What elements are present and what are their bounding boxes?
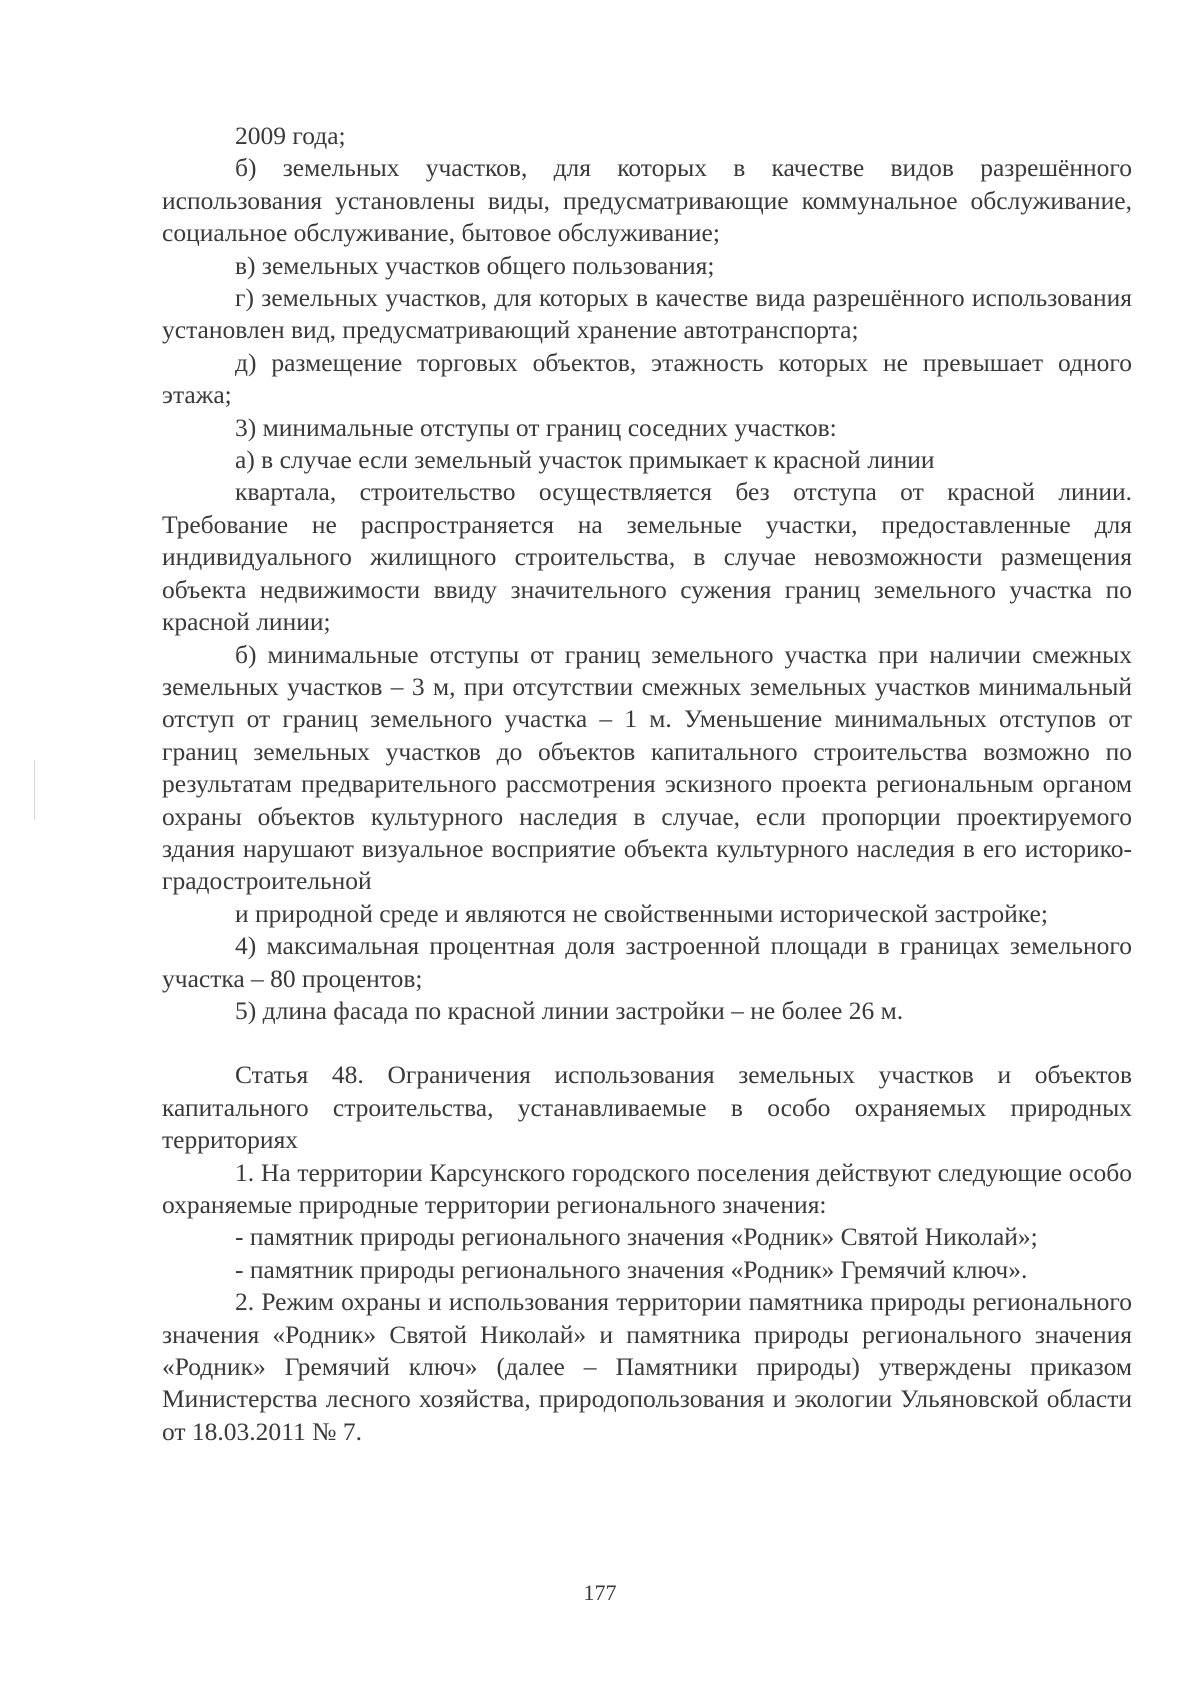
page-number: 177	[583, 1580, 617, 1605]
list-item-spring-gremyachiy: - памятник природы регионального значения «Родник» Гремячий ключ».	[235, 1254, 1028, 1284]
paragraph-item-3-setbacks: 3) минимальные отступы от границ соседних участков:	[235, 412, 837, 442]
paragraph-natural-environment: и природной среде и являются не свойственными исторической застройке;	[235, 898, 1048, 928]
list-item-spring-saint-nikolai: - памятник природы регионального значения «Родник» Святой Николай»;	[235, 1222, 1038, 1252]
paragraph-article-48-item-2: 2. Режим охраны и использования территории памятника природы регионального значения «Родник» Святой Николай» и памятника природы регионального значения «Родник» Гремячий ключ» (далее – Памятники природы) утверждены приказом Министерства лесного хозяйства, природопользования и экологии Ульяновской области от 18.03.2011 № 7.	[162, 1287, 1132, 1446]
paragraph-item-a-red-line: а) в случае если земельный участок примыкает к красной линии	[235, 445, 935, 475]
article-48-heading: Статья 48. Ограничения использования земельных участков и объектов капитального строительства, устанавливаемые в особо охраняемых природных территориях	[162, 1060, 1132, 1155]
paragraph-article-48-item-1: 1. На территории Карсунского городского поселения действуют следующие особо охраняемые природные территории регионального значения:	[162, 1157, 1132, 1219]
paragraph-item-b-communal: б) земельных участков, для которых в качестве видов разрешённого использования установлены виды, предусматривающие коммунальное обслуживание, социальное обслуживание, бытовое обслуживание;	[162, 153, 1132, 248]
scan-artifact-line	[34, 760, 35, 820]
paragraph-item-4-built-area: 4) максимальная процентная доля застроенной площади в границах земельного участка – 80 процентов;	[162, 931, 1132, 993]
document-body	[162, 120, 1132, 1448]
section-spacer	[162, 1027, 1132, 1059]
paragraph-item-g-vehicle-storage: г) земельных участков, для которых в качестве вида разрешённого использования установлен вид, предусматривающий хранение автотранспорта;	[162, 283, 1132, 345]
paragraph-year-2009: 2009 года;	[235, 121, 346, 150]
paragraph-item-5-facade: 5) длина фасада по красной линии застройки – не более 26 м.	[235, 995, 904, 1025]
paragraph-item-v-public: в) земельных участков общего пользования;	[235, 250, 715, 280]
paragraph-block-quarter: квартала, строительство осуществляется без отступа от красной линии. Требование не распространяется на земельные участки, предоставленные для индивидуального жилищного строительства, в случае невозможности размещения объекта недвижимости ввиду значительного сужения границ земельного участка по красной линии;	[162, 477, 1132, 637]
paragraph-item-b-min-setbacks: б) минимальные отступы от границ земельного участка при наличии смежных земельных участков – 3 м, при отсутствии смежных земельных участков минимальный отступ от границ земельного участка – 1 м. Уменьшение минимальных отступов от границ земельных участков до объектов капитального строительства возможно по результатам предварительного рассмотрения эскизного проекта региональным органом охраны объектов культурного наследия в случае, если пропорции проектируемого здания нарушают визуальное восприятие объекта культурного наследия в его историко-градостроительной	[162, 639, 1132, 896]
paragraph-item-d-trade: д) размещение торговых объектов, этажность которых не превышает одного этажа;	[162, 347, 1132, 410]
